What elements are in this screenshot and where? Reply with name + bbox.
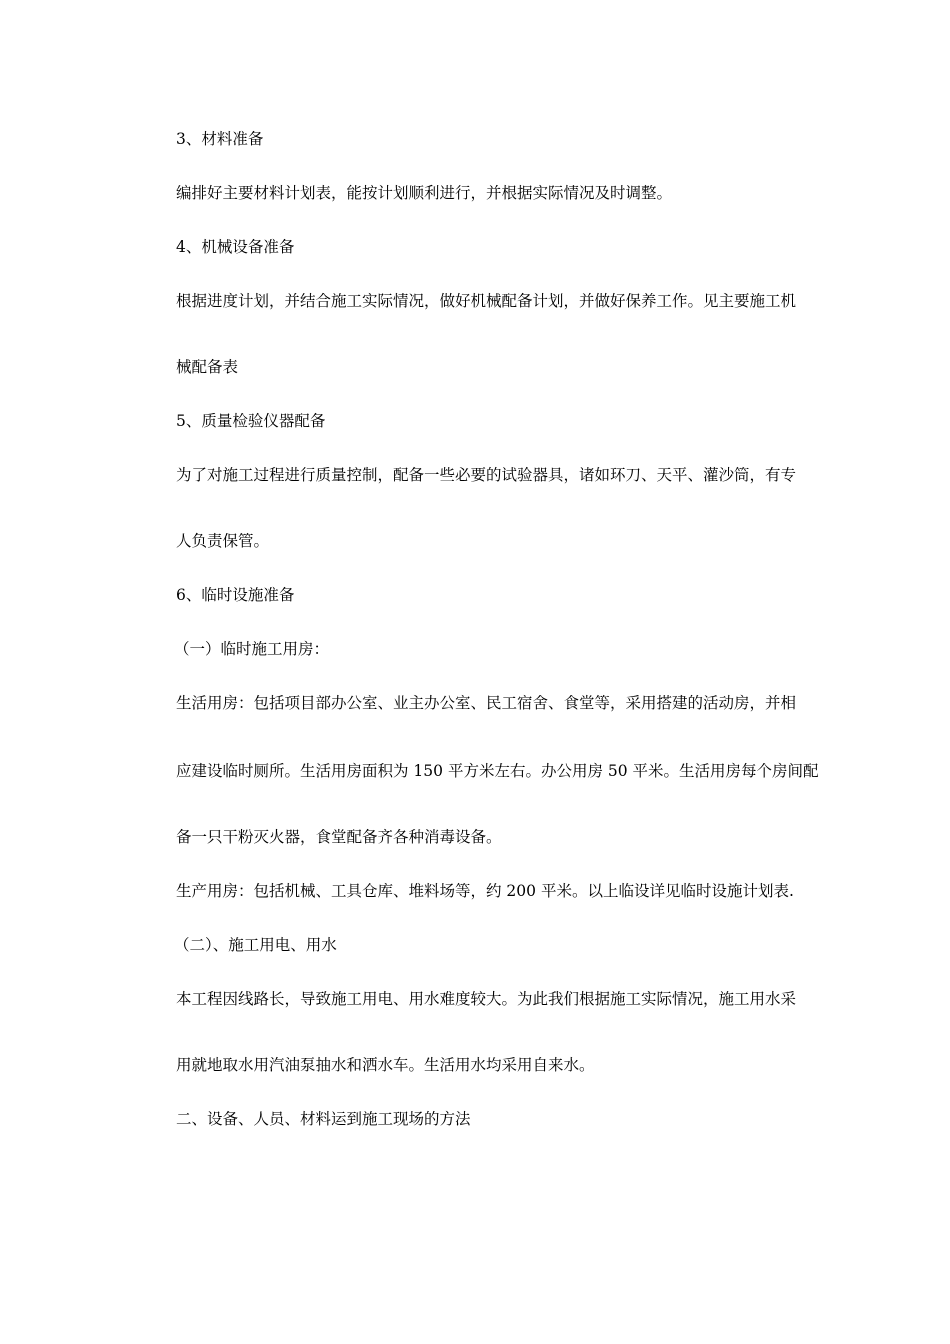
paragraph-machinery-line2: 械配备表 (176, 358, 239, 376)
heading-material-prep: 3、材料准备 (176, 130, 264, 148)
paragraph-power-water-line2: 用就地取水用汽油泵抽水和洒水车。生活用水均采用自来水。 (176, 1056, 595, 1074)
paragraph-quality-line1: 为了对施工过程进行质量控制，配备一些必要的试验器具，诸如环刀、天平、灌沙筒，有专 (176, 466, 797, 484)
paragraph-production-housing: 生产用房：包括机械、工具仓库、堆料场等，约 200 平米。以上临设详见临时设施计划表. (176, 882, 794, 900)
paragraph-living-line3: 备一只干粉灭火器，食堂配备齐各种消毒设备。 (176, 828, 502, 846)
paragraph-power-water-line1: 本工程因线路长，导致施工用电、用水难度较大。为此我们根据施工实际情况，施工用水采 (176, 990, 797, 1008)
paragraph-living-line1: 生活用房：包括项目部办公室、业主办公室、民工宿舍、食堂等，采用搭建的活动房，并相 (176, 694, 797, 712)
heading-quality-instruments: 5、质量检验仪器配备 (176, 412, 326, 430)
section-heading-transport-method: 二、设备、人员、材料运到施工现场的方法 (176, 1110, 471, 1128)
paragraph-material-plan: 编排好主要材料计划表，能按计划顺利进行，并根据实际情况及时调整。 (176, 184, 673, 202)
paragraph-machinery-line1: 根据进度计划，并结合施工实际情况，做好机械配备计划，并做好保养工作。见主要施工机 (176, 292, 797, 310)
subheading-temporary-housing: （一）临时施工用房： (174, 640, 330, 658)
paragraph-living-line2: 应建设临时厕所。生活用房面积为 150 平方米左右。办公用房 50 平米。生活用房每个房间配 (176, 762, 819, 780)
paragraph-quality-line2: 人负责保管。 (176, 532, 270, 550)
heading-temporary-facilities: 6、临时设施准备 (176, 586, 295, 604)
subheading-power-water: （二）、施工用电、用水 (174, 936, 337, 954)
heading-machinery-prep: 4、机械设备准备 (176, 238, 295, 256)
